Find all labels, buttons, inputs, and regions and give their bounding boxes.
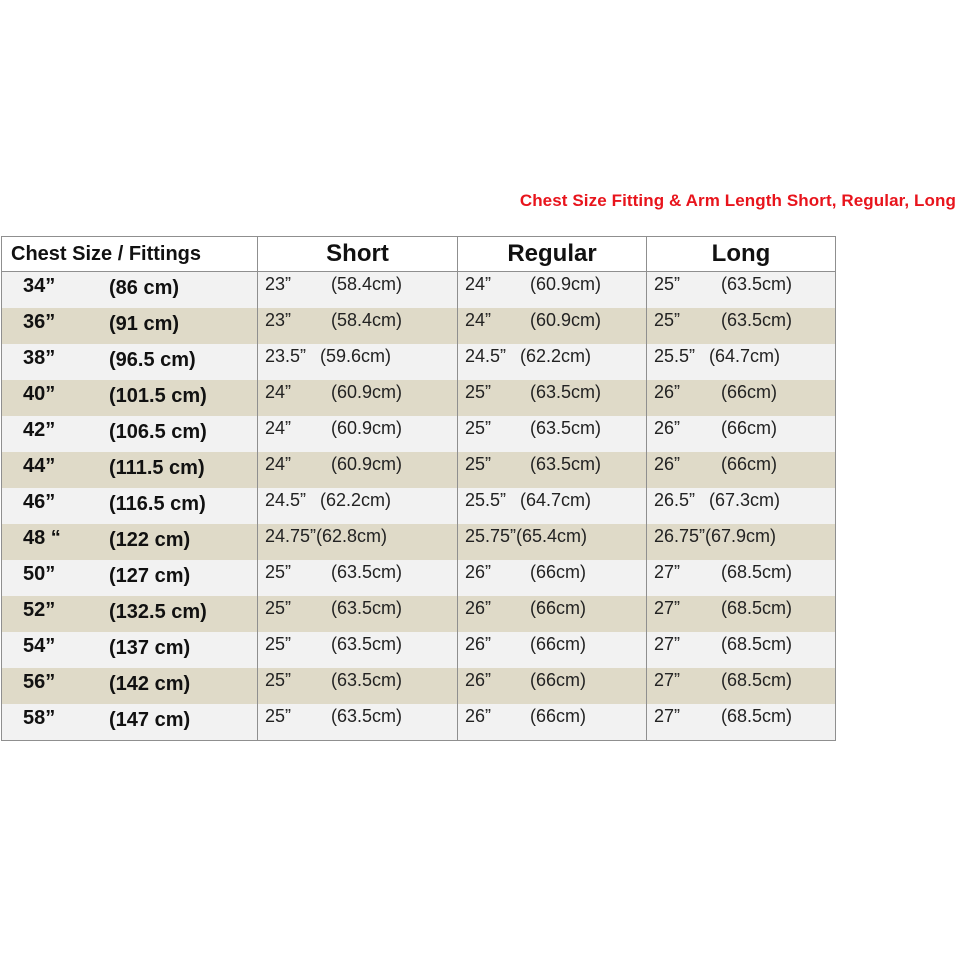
regular-centimeters: (60.9cm) [530,274,602,294]
long-centimeters: (66cm) [721,454,778,474]
long-inches: 26.75” [654,526,706,546]
table-row [2,524,836,560]
regular-centimeters: (63.5cm) [530,418,602,438]
chest-inches: 42” [23,419,56,441]
chest-centimeters: (101.5 cm) [109,385,207,407]
header-row [2,237,836,272]
short-centimeters: (58.4cm) [331,274,403,294]
short-arm-length-cell [258,488,458,524]
chest-size-cell [2,452,258,488]
chest-size-cell [2,416,258,452]
table-row [2,452,836,488]
chest-size-cell [2,380,258,416]
long-arm-length-cell [647,272,836,309]
chest-size-cell [2,488,258,524]
header-regular: Regular [458,237,647,272]
long-arm-length-cell [647,380,836,416]
chest-size-cell [2,308,258,344]
long-centimeters: (68.5cm) [721,706,793,726]
short-centimeters: (63.5cm) [331,706,403,726]
long-arm-length-cell [647,524,836,560]
chest-size-cell [2,524,258,560]
long-centimeters: (64.7cm) [709,346,781,366]
short-arm-length-cell [258,704,458,741]
table-row [2,632,836,668]
regular-arm-length-cell [458,380,647,416]
short-inches: 23” [265,274,292,294]
short-centimeters: (62.8cm) [316,526,388,546]
regular-arm-length-cell [458,560,647,596]
regular-inches: 25.5” [465,490,507,510]
regular-arm-length-cell [458,272,647,309]
regular-centimeters: (63.5cm) [530,454,602,474]
long-arm-length-cell [647,416,836,452]
table-row [2,416,836,452]
short-arm-length-cell [258,596,458,632]
chest-inches: 56” [23,671,56,693]
regular-arm-length-cell [458,704,647,741]
regular-inches: 25.75” [465,526,517,546]
regular-arm-length-cell [458,668,647,704]
long-arm-length-cell [647,308,836,344]
long-inches: 27” [654,670,681,690]
long-arm-length-cell [647,560,836,596]
long-arm-length-cell [647,452,836,488]
regular-inches: 26” [465,670,492,690]
regular-arm-length-cell [458,524,647,560]
short-arm-length-cell [258,632,458,668]
chest-inches: 52” [23,599,56,621]
chest-inches: 40” [23,383,56,405]
short-centimeters: (59.6cm) [320,346,392,366]
long-arm-length-cell [647,704,836,741]
long-inches: 25” [654,274,681,294]
short-inches: 25” [265,670,292,690]
regular-inches: 25” [465,418,492,438]
chest-size-cell [2,632,258,668]
chest-centimeters: (96.5 cm) [109,349,196,371]
chest-inches: 48 “ [23,527,61,549]
long-inches: 27” [654,562,681,582]
long-arm-length-cell [647,668,836,704]
chest-inches: 36” [23,311,56,333]
chest-size-cell [2,596,258,632]
table-row [2,668,836,704]
short-inches: 24.75” [265,526,317,546]
long-arm-length-cell [647,344,836,380]
long-inches: 26.5” [654,490,696,510]
short-arm-length-cell [258,668,458,704]
chest-inches: 38” [23,347,56,369]
regular-arm-length-cell [458,416,647,452]
short-centimeters: (62.2cm) [320,490,392,510]
short-arm-length-cell [258,308,458,344]
short-centimeters: (63.5cm) [331,598,403,618]
regular-inches: 26” [465,706,492,726]
long-inches: 25” [654,310,681,330]
long-inches: 25.5” [654,346,696,366]
chest-centimeters: (111.5 cm) [109,457,205,479]
regular-centimeters: (66cm) [530,562,587,582]
table-body [2,272,836,741]
long-inches: 26” [654,382,681,402]
short-centimeters: (63.5cm) [331,562,403,582]
short-centimeters: (60.9cm) [331,418,403,438]
chest-centimeters: (147 cm) [109,709,191,731]
long-arm-length-cell [647,632,836,668]
chest-inches: 58” [23,707,56,729]
long-centimeters: (67.3cm) [709,490,781,510]
long-centimeters: (63.5cm) [721,310,793,330]
short-arm-length-cell [258,272,458,309]
short-arm-length-cell [258,416,458,452]
header-long: Long [647,237,836,272]
long-inches: 27” [654,706,681,726]
short-inches: 25” [265,562,292,582]
table-row [2,704,836,741]
regular-inches: 24.5” [465,346,507,366]
chest-size-cell [2,668,258,704]
long-centimeters: (67.9cm) [705,526,777,546]
short-arm-length-cell [258,344,458,380]
regular-inches: 25” [465,454,492,474]
table-row [2,344,836,380]
short-inches: 25” [265,706,292,726]
chest-inches: 54” [23,635,56,657]
long-centimeters: (68.5cm) [721,670,793,690]
short-centimeters: (63.5cm) [331,670,403,690]
regular-arm-length-cell [458,632,647,668]
chest-size-cell [2,560,258,596]
chest-size-cell [2,704,258,741]
short-inches: 25” [265,634,292,654]
long-inches: 26” [654,454,681,474]
chest-centimeters: (91 cm) [109,313,180,335]
table-row [2,272,836,309]
table-row [2,560,836,596]
regular-centimeters: (66cm) [530,706,587,726]
regular-arm-length-cell [458,596,647,632]
regular-arm-length-cell [458,344,647,380]
long-centimeters: (68.5cm) [721,562,793,582]
short-inches: 24” [265,454,292,474]
chest-centimeters: (122 cm) [109,529,191,551]
long-arm-length-cell [647,596,836,632]
short-inches: 24” [265,382,292,402]
table-row [2,380,836,416]
regular-arm-length-cell [458,488,647,524]
regular-centimeters: (63.5cm) [530,382,602,402]
regular-centimeters: (66cm) [530,598,587,618]
size-chart-table [1,236,836,741]
long-centimeters: (66cm) [721,382,778,402]
regular-centimeters: (66cm) [530,634,587,654]
short-centimeters: (63.5cm) [331,634,403,654]
long-centimeters: (68.5cm) [721,598,793,618]
long-inches: 27” [654,634,681,654]
chest-inches: 44” [23,455,56,477]
table-row [2,308,836,344]
chest-inches: 34” [23,275,56,297]
long-centimeters: (63.5cm) [721,274,793,294]
chest-centimeters: (127 cm) [109,565,191,587]
regular-inches: 26” [465,562,492,582]
short-inches: 23.5” [265,346,307,366]
chest-centimeters: (116.5 cm) [109,493,206,515]
regular-centimeters: (60.9cm) [530,310,602,330]
chest-inches: 46” [23,491,56,513]
long-arm-length-cell [647,488,836,524]
regular-arm-length-cell [458,308,647,344]
long-centimeters: (66cm) [721,418,778,438]
header-chest-size: Chest Size / Fittings [2,237,258,272]
regular-centimeters: (62.2cm) [520,346,592,366]
chest-size-cell [2,344,258,380]
header-short: Short [258,237,458,272]
regular-inches: 24” [465,274,492,294]
chest-centimeters: (142 cm) [109,673,191,695]
chest-centimeters: (132.5 cm) [109,601,207,623]
chest-size-cell [2,272,258,309]
short-centimeters: (58.4cm) [331,310,403,330]
chest-centimeters: (137 cm) [109,637,191,659]
short-inches: 25” [265,598,292,618]
short-inches: 24” [265,418,292,438]
regular-inches: 26” [465,598,492,618]
short-arm-length-cell [258,380,458,416]
short-arm-length-cell [258,560,458,596]
short-inches: 23” [265,310,292,330]
table-row [2,488,836,524]
short-inches: 24.5” [265,490,307,510]
short-arm-length-cell [258,452,458,488]
short-arm-length-cell [258,524,458,560]
chest-centimeters: (86 cm) [109,277,180,299]
chest-centimeters: (106.5 cm) [109,421,207,443]
regular-inches: 24” [465,310,492,330]
short-centimeters: (60.9cm) [331,382,403,402]
table-row [2,596,836,632]
chest-inches: 50” [23,563,56,585]
long-centimeters: (68.5cm) [721,634,793,654]
regular-centimeters: (66cm) [530,670,587,690]
regular-inches: 25” [465,382,492,402]
regular-inches: 26” [465,634,492,654]
regular-arm-length-cell [458,452,647,488]
long-inches: 27” [654,598,681,618]
regular-centimeters: (64.7cm) [520,490,592,510]
regular-centimeters: (65.4cm) [516,526,588,546]
chart-caption: Chest Size Fitting & Arm Length Short, Regular, Long [519,191,956,210]
short-centimeters: (60.9cm) [331,454,403,474]
long-inches: 26” [654,418,681,438]
